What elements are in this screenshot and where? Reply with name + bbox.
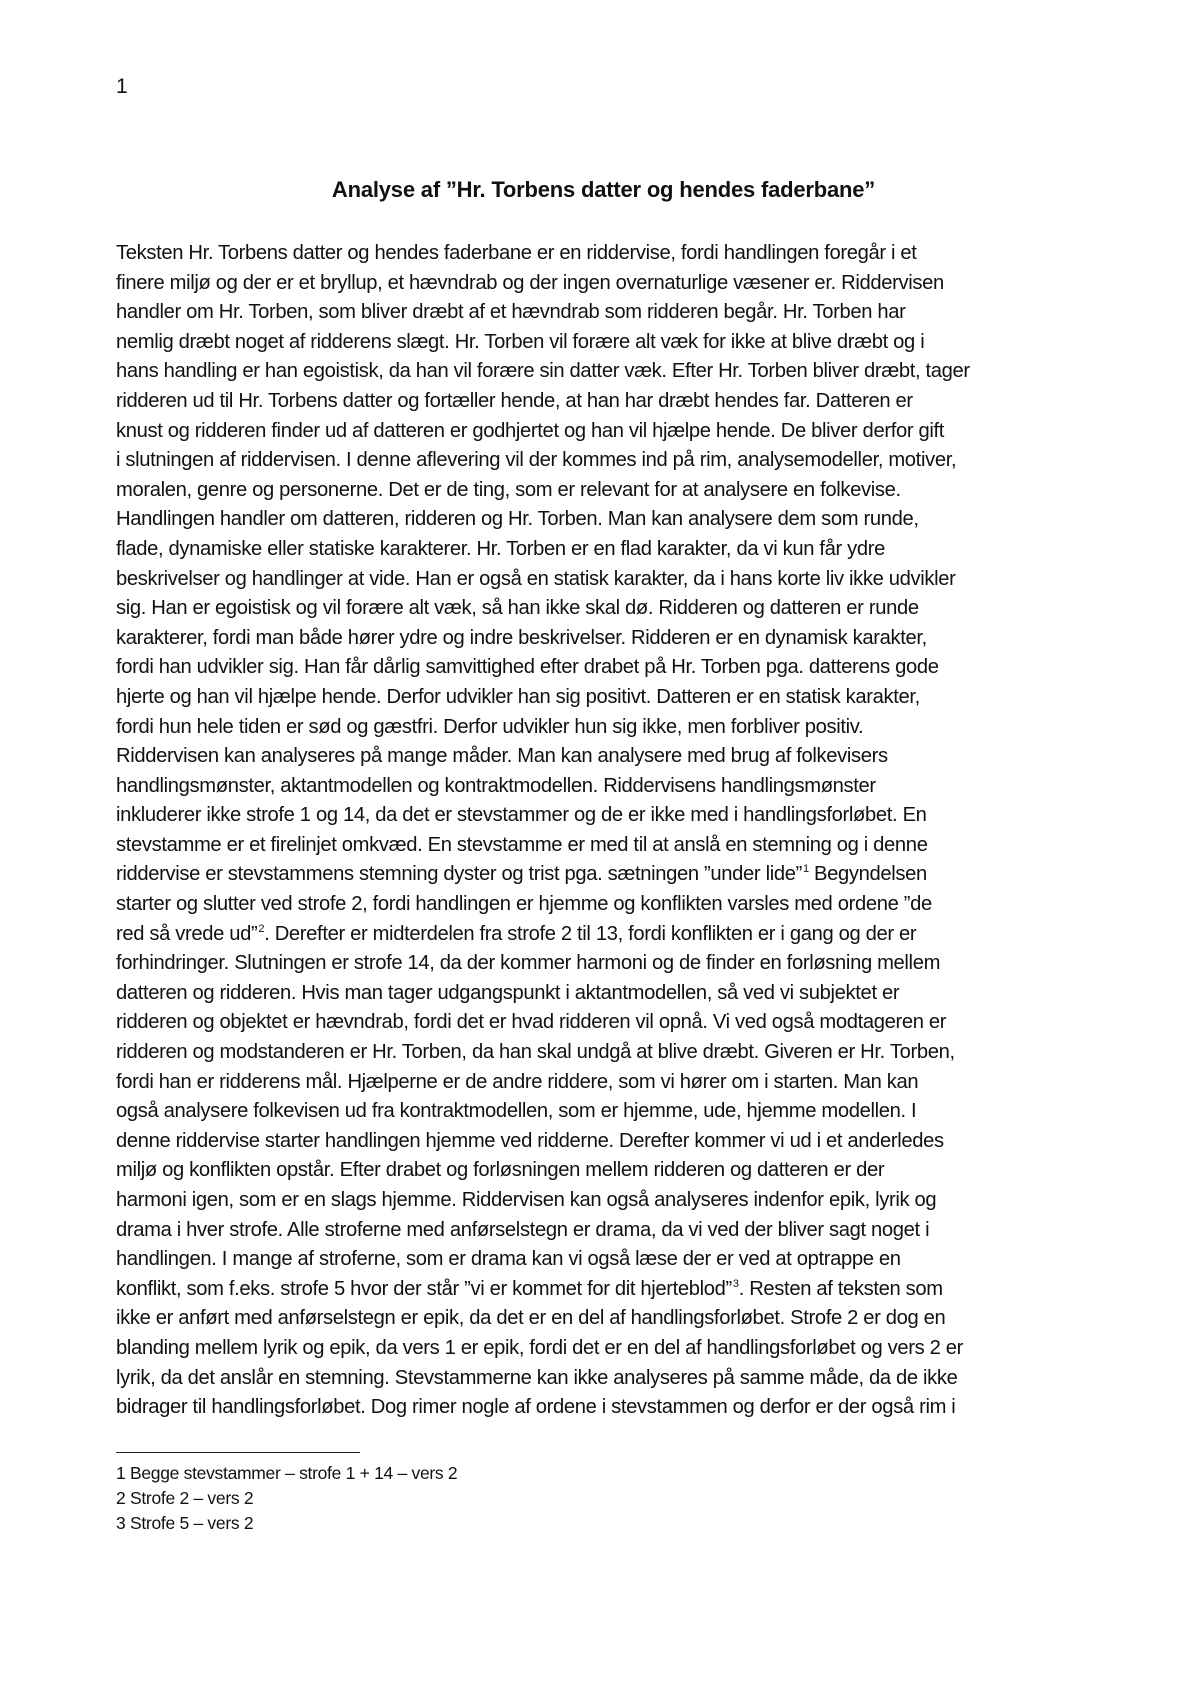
body-line [116, 269, 1101, 299]
body-line [116, 801, 1101, 831]
body-line [116, 920, 1101, 950]
footnote-divider [116, 1452, 360, 1453]
body-line [116, 1068, 1101, 1098]
body-line [116, 831, 1101, 861]
body-line-text: ridderen og objektet er hævndrab, fordi det er hvad ridderen vil opnå. Vi ved også modtageren er [116, 1011, 947, 1034]
body-line-text: konflikt, som f.eks. strofe 5 hvor der står ”vi er kommet for dit hjerteblod” [116, 1277, 732, 1300]
body-line [116, 1216, 1101, 1246]
body-line-text-continued: Begyndelsen [808, 863, 927, 886]
body-line-text: karakterer, fordi man både hører ydre og indre beskrivelser. Ridderen er en dynamisk karakter, [116, 626, 927, 649]
footnotes [116, 1461, 457, 1536]
body-line-text: Teksten Hr. Torbens datter og hendes faderbane er en riddervise, fordi handlingen foregår i et [116, 242, 917, 264]
body-line-text: stevstamme er et firelinjet omkvæd. En stevstamme er med til at anslå en stemning og i denne [116, 833, 928, 856]
body-line-text: Handlingen handler om datteren, ridderen og Hr. Torben. Man kan analysere dem som runde, [116, 508, 919, 531]
body-line [116, 1393, 1101, 1423]
body-line [116, 1186, 1101, 1216]
body-line [116, 1156, 1101, 1186]
body-line [116, 979, 1101, 1009]
body-line-text: i slutningen af riddervisen. I denne aflevering vil der kommes ind på rim, analysemodeller, motiver, [116, 449, 957, 472]
footnote: 2 Strofe 2 – vers 2 [116, 1488, 254, 1508]
body-line-text: fordi hun hele tiden er sød og gæstfri. Derfor udvikler hun sig ikke, men forbliver positiv. [116, 715, 864, 738]
body-line-text: handler om Hr. Torben, som bliver dræbt af et hævndrab som ridderen begår. Hr. Torben har [116, 301, 906, 324]
footnote: 3 Strofe 5 – vers 2 [116, 1513, 254, 1533]
body-line [116, 1008, 1101, 1038]
body-line-text-continued: . Resten af teksten som [738, 1277, 943, 1300]
body-line [116, 565, 1101, 595]
body-line [116, 1275, 1101, 1305]
body-line [116, 417, 1101, 447]
body-line [116, 476, 1101, 506]
body-line-text: finere miljø og der er et bryllup, et hævndrab og der ingen overnaturlige væsener er. Riddervisen [116, 271, 944, 294]
body-line-text: Riddervisen kan analyseres på mange måder. Man kan analysere med brug af folkevisers [116, 745, 888, 768]
body-line-text: denne riddervise starter handlingen hjemme ved ridderne. Derefter kommer vi ud i et anderledes [116, 1129, 944, 1152]
body-line-text: ridderen ud til Hr. Torbens datter og fortæller hende, at han har dræbt hendes far. Datteren er [116, 389, 913, 412]
body-line-text: handlingsmønster, aktantmodellen og kontraktmodellen. Riddervisens handlingsmønster [116, 774, 876, 797]
body-line-text: flade, dynamiske eller statiske karakterer. Hr. Torben er en flad karakter, da vi kun får ydre [116, 537, 885, 560]
body-line-text: miljø og konflikten opstår. Efter drabet og forløsningen mellem ridderen og datteren er der [116, 1159, 885, 1182]
body-line-text: drama i hver strofe. Alle stroferne med anførselstegn er drama, da vi ved der bliver sagt noget i [116, 1218, 930, 1241]
body-line-text: bidrager til handlingsforløbet. Dog rimer nogle af ordene i stevstammen og derfor er der også rim i [116, 1396, 956, 1419]
body-line-text: forhindringer. Slutningen er strofe 14, da der kommer harmoni og de finder en forløsning mellem [116, 952, 941, 975]
body-line-text: datteren og ridderen. Hvis man tager udgangspunkt i aktantmodellen, så ved vi subjektet er [116, 981, 900, 1004]
body-line [116, 594, 1101, 624]
body-line [116, 742, 1101, 772]
body-line-text: fordi han udvikler sig. Han får dårlig samvittighed efter drabet på Hr. Torben pga. datterens gode [116, 656, 939, 679]
footnote-reference: 2 [258, 922, 265, 935]
document-title: Analyse af ”Hr. Torbens datter og hendes faderbane” [331, 177, 876, 202]
body-line-text: fordi han er ridderens mål. Hjælperne er de andre riddere, som vi hører om i starten. Man kan [116, 1070, 919, 1093]
body-line-text: ridderen og modstanderen er Hr. Torben, da han skal undgå at blive dræbt. Giveren er Hr. Torben, [116, 1041, 955, 1064]
body-line [116, 1127, 1101, 1157]
body-text [116, 239, 1101, 1423]
body-line [116, 357, 1101, 387]
body-line-text: også analysere folkevisen ud fra kontraktmodellen, som er hjemme, ude, hjemme modellen. I [116, 1100, 917, 1123]
body-line-text: nemlig dræbt noget af ridderens slægt. Hr. Torben vil forære alt væk for ikke at blive dræbt og i [116, 330, 925, 353]
body-line [116, 713, 1101, 743]
body-line-text: riddervise er stevstammens stemning dyster og trist pga. sætningen ”under lide” [116, 863, 802, 886]
footnote-reference: 1 [802, 863, 809, 876]
body-line [116, 535, 1101, 565]
body-line [116, 298, 1101, 328]
footnote-reference: 3 [732, 1277, 739, 1290]
body-line-text: beskrivelser og handlinger at vide. Han er også en statisk karakter, da i hans korte liv ikke udvikler [116, 567, 956, 590]
body-line [116, 1334, 1101, 1364]
body-line-text: knust og ridderen finder ud af datteren er godhjertet og han vil hjælpe hende. De bliver derfor gift [116, 419, 944, 442]
body-line-text: handlingen. I mange af stroferne, som er drama kan vi også læse der er ved at optrappe en [116, 1248, 901, 1271]
body-line [116, 1038, 1101, 1068]
body-line [116, 949, 1101, 979]
body-line [116, 1364, 1101, 1394]
body-line [116, 890, 1101, 920]
body-line [116, 653, 1101, 683]
body-line [116, 1245, 1101, 1275]
body-line-text: red så vrede ud” [116, 922, 258, 945]
body-line-text: inkluderer ikke strofe 1 og 14, da det er stevstammer og de er ikke med i handlingsforløbet. En [116, 804, 927, 827]
body-line [116, 239, 1101, 269]
body-line [116, 683, 1101, 713]
body-line-text: hans handling er han egoistisk, da han vil forære sin datter væk. Efter Hr. Torben bliver dræbt, tager [116, 360, 970, 383]
body-line-text: blanding mellem lyrik og epik, da vers 1 er epik, fordi det er en del af handlingsforløbet og vers 2 er [116, 1336, 964, 1359]
body-line [116, 772, 1101, 802]
body-line [116, 1097, 1101, 1127]
page-number: 1 [116, 75, 128, 98]
body-line-text: ikke er anført med anførselstegn er epik, da det er en del af handlingsforløbet. Strofe 2 er dog en [116, 1307, 946, 1330]
body-line-text: lyrik, da det anslår en stemning. Stevstammerne kan ikke analyseres på samme måde, da de ikke [116, 1366, 958, 1389]
body-line [116, 1304, 1101, 1334]
body-line-text: harmoni igen, som er en slags hjemme. Riddervisen kan også analyseres indenfor epik, lyrik og [116, 1189, 937, 1211]
body-line-text: hjerte og han vil hjælpe hende. Derfor udvikler han sig positivt. Datteren er en statisk karakter, [116, 685, 920, 708]
body-line [116, 328, 1101, 358]
body-line [116, 387, 1101, 417]
body-line-text: moralen, genre og personerne. Det er de ting, som er relevant for at analysere en folkevise. [116, 478, 901, 501]
body-line [116, 505, 1101, 535]
body-line [116, 446, 1101, 476]
footnote: 1 Begge stevstammer – strofe 1 + 14 – vers 2 [116, 1463, 458, 1483]
body-line-text: starter og slutter ved strofe 2, fordi handlingen er hjemme og konflikten varsles med ordene ”de [116, 893, 932, 916]
body-line [116, 624, 1101, 654]
body-line-text-continued: . Derefter er midterdelen fra strofe 2 til 13, fordi konflikten er i gang og der er [264, 922, 917, 945]
body-line-text: sig. Han er egoistisk og vil forære alt væk, så han ikke skal dø. Ridderen og datteren er runde [116, 597, 919, 620]
body-line [116, 860, 1101, 890]
